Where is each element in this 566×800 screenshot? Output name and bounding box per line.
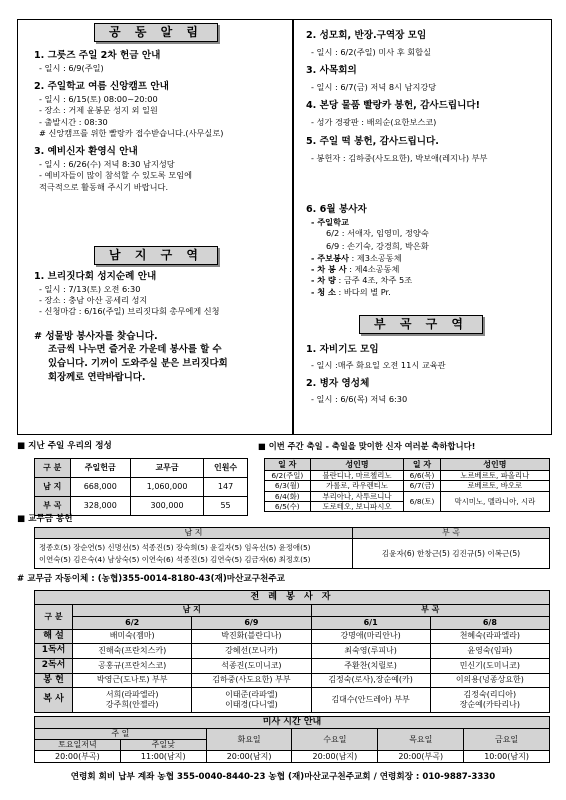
feast-header: 성인명 [310, 459, 404, 471]
mass-time: 20:00(남지) [206, 751, 292, 763]
notice-line: - 장소 : 거제 윤봉문 성지 외 일원 [39, 105, 158, 116]
liturgy-cell: 이의용(넝종상요한) [430, 673, 549, 688]
volunteer-role-name: - 차 봉 사 [311, 264, 347, 275]
bugok-section [306, 336, 548, 404]
mass-time: 20:00(부곡) [378, 751, 464, 763]
feast-header: 일 자 [404, 459, 440, 471]
mass-table [34, 716, 550, 763]
mass-fri: 금요일 [464, 729, 550, 751]
feast-header: 일 자 [265, 459, 311, 471]
mass-time: 11:00(남지) [120, 751, 206, 763]
right-item-title: 2. 성모회, 반장.구역장 모임 [306, 30, 427, 41]
dues-namji-header: 남 지 [35, 528, 353, 539]
volunteer-role-row [306, 264, 548, 274]
namji-notice-line: 조금씩 나누면 즐거운 가운데 봉사를 할 수 [48, 343, 222, 355]
volunteer-role-value: : 바다의 별 Pr. [335, 286, 391, 297]
namji-section-title: 남 지 구 역 [94, 246, 218, 265]
liturgy-cell: 윤영숙(임파) [430, 644, 549, 659]
right-item-line: - 일시 : 6/7(금) 저녁 8시 남지강당 [311, 82, 437, 93]
feast-table [264, 458, 550, 512]
volunteer-section [306, 196, 548, 297]
namji-notice-title: # 성물방 봉사자를 찾습니다. [34, 330, 158, 342]
liturgy-cell: 1독서 [35, 644, 73, 659]
liturgy-cell: 해 설 [35, 629, 73, 644]
notice-title: 1. 그릇즈 주일 2차 헌금 안내 [34, 50, 161, 61]
liturgy-bugok: 부 곡 [311, 604, 550, 616]
feast-cell: 노르베르토, 파올리나 [440, 471, 549, 481]
feast-cell: 막시미노, 멜라니아, 시라 [440, 491, 549, 512]
namji-section [34, 267, 289, 385]
finance-title: ■ 지난 주일 우리의 정성 [17, 441, 112, 451]
finance-header: 교무금 [130, 459, 203, 478]
mass-sunday-header: 주 일 [35, 729, 207, 740]
liturgy-cell: 봉 헌 [35, 673, 73, 688]
namji-item-title: 1. 브리짓다회 성지순례 안내 [34, 271, 157, 282]
liturgy-cell: 민신기(도미니코) [430, 658, 549, 673]
school-line: 6/9 : 손기숙, 강경희, 박은화 [326, 240, 429, 251]
dues-bugok-cell: 김윤자(6) 한창근(5) 김진규(5) 이복근(5) [353, 539, 550, 569]
notice-line: - 일시 : 6/15(토) 08:00~20:00 [39, 94, 158, 105]
dues-title: ■ 교무금 봉헌 [17, 514, 73, 524]
liturgy-cell: 이태준(라파엘) 이태경(다니엘) [192, 688, 311, 713]
footer-account: 연령회 회비 납부 계좌 농협 355-0040-8440-23 농협 (재)마산교구천주교회 / 연령회장 : 010-9887-3330 [70, 772, 496, 782]
right-item-title: 3. 사목회의 [306, 65, 357, 77]
liturgy-cell: 박영근(도나토) 부부 [73, 673, 192, 688]
bugok-item-line: - 일시 :매주 화요일 오전 11시 교육관 [311, 359, 446, 370]
liturgy-title: 전 례 봉 사 자 [35, 591, 550, 605]
right-notices [306, 26, 548, 163]
liturgy-cell: 석종진(도미니코) [192, 658, 311, 673]
liturgy-cell: 공홍규(프란치스코) [73, 658, 192, 673]
auto-transfer: # 교무금 자동이체 : (농협)355-0014-8180-43(재)마산교구천주교 [17, 574, 285, 584]
volunteer-role-value: : 제4소공동체 [346, 264, 400, 275]
right-item-line: - 일시 : 6/2(주일) 미사 후 회합실 [311, 46, 431, 57]
liturgy-cell: 2독서 [35, 658, 73, 673]
feast-cell: 가롤로, 라우렌티노 [310, 481, 404, 491]
common-notices [34, 42, 289, 192]
finance-cell: 부 곡 [35, 497, 71, 516]
namji-notice-line: 회장께로 연락바랍니다. [48, 371, 146, 383]
liturgy-cell: 김정숙(로사),장순예(카) [311, 673, 430, 688]
liturgy-cell: 천혜숙(라파엘라) [430, 629, 549, 644]
right-item-line: - 성가 경광판 : 배의순(요한보스코) [311, 117, 437, 128]
liturgy-cell: 김정숙(리디아) 장순예(카타리나) [430, 688, 549, 713]
volunteer-role-name: - 차 량 [311, 275, 336, 286]
liturgy-cell: 강혜선(모니카) [192, 644, 311, 659]
mass-sat: 토요일저녁 [35, 740, 121, 751]
mass-time: 10:00(남지) [464, 751, 550, 763]
feast-cell: 부리아나, 사투르니나 [310, 491, 404, 501]
liturgy-cell: 박진화(블란디나) [192, 629, 311, 644]
mass-thu: 목요일 [378, 729, 464, 751]
finance-header: 주일헌금 [70, 459, 130, 478]
dues-namji-line-1: 정종호(5) 장순연(5) 신명선(5) 석종진(5) 장숙희(5) 윤길자(5) 임옥선(5) 윤정애(5) [39, 542, 311, 552]
feast-cell: 6/5(수) [265, 501, 311, 511]
bugok-item-title: 1. 자비기도 모임 [306, 344, 379, 355]
liturgy-date: 6/9 [192, 617, 311, 629]
feast-header: 성인명 [440, 459, 549, 471]
liturgy-cell: 김하중(사도요한) 부부 [192, 673, 311, 688]
feast-cell: 6/8(토) [404, 491, 440, 512]
school-line: 6/2 : 서애자, 임영미, 정양숙 [326, 228, 429, 239]
notice-line: - 출발시간 : 08:30 [39, 116, 108, 127]
finance-cell: 1,060,000 [130, 478, 203, 497]
volunteer-role-value: : 금주 4조, 차주 5조 [335, 275, 413, 286]
notice-line: 적극적으로 활동해 주시기 바랍니다. [39, 181, 169, 192]
mass-wed: 수요일 [292, 729, 378, 751]
finance-cell: 328,000 [70, 497, 130, 516]
namji-line: - 일시 : 7/13(토) 오전 6:30 [39, 283, 141, 294]
liturgy-cell: 서희(라파엘라) 강주희(안젤라) [73, 688, 192, 713]
feast-cell: 6/6(목) [404, 471, 440, 481]
liturgy-date: 6/8 [430, 617, 549, 629]
bugok-item-line: - 일시 : 6/6(목) 저녁 6:30 [311, 394, 408, 405]
right-item-title: 5. 주일 떡 봉헌, 감사드립니다. [306, 135, 439, 147]
liturgy-cell: 주환찬(치릴로) [311, 658, 430, 673]
right-item-line: - 봉헌자 : 김하중(사도요한), 박보애(레지나) 부부 [311, 152, 488, 163]
feast-title: ■ 이번 주간 축일 - 축일을 맞이한 신자 여러분 축하합니다! [258, 441, 476, 451]
feast-cell: 로베르토, 바오로 [440, 481, 549, 491]
dues-namji-line-2: 이연숙(5) 김은숙(4) 남상숙(5) 이연숙(6) 석종진(5) 김연숙(5) 김금자(6) 최정호(5) [39, 554, 311, 564]
volunteer-sub: - 주일학교 [311, 216, 349, 227]
volunteer-role-row [306, 287, 548, 297]
liturgy-date: 6/2 [73, 617, 192, 629]
feast-cell: 6/2(주일) [265, 471, 311, 481]
finance-header: 인원수 [204, 459, 248, 478]
finance-cell: 55 [204, 497, 248, 516]
liturgy-cell: 최숙영(루피나) [311, 644, 430, 659]
liturgy-cell: 강명애(마리안나) [311, 629, 430, 644]
feast-cell: 블란디나, 마르첼리노 [310, 471, 404, 481]
volunteer-role-row [306, 253, 548, 263]
liturgy-gubun: 구 분 [35, 604, 73, 629]
liturgy-cell: 진해숙(프란치스카) [73, 644, 192, 659]
finance-cell: 668,000 [70, 478, 130, 497]
notice-line: - 예비자들이 많이 참석할 수 있도록 모임에 [39, 170, 193, 181]
finance-cell: 남 지 [35, 478, 71, 497]
finance-cell: 147 [204, 478, 248, 497]
namji-line: - 장소 : 충남 아산 공세리 성지 [39, 295, 148, 306]
liturgy-date: 6/1 [311, 617, 430, 629]
mass-tue: 화요일 [206, 729, 292, 751]
notice-line: - 일시 : 6/9(주일) [39, 62, 104, 73]
bugok-item-title: 2. 병자 영성체 [306, 378, 370, 390]
liturgy-cell: 김대수(안드레아) 부부 [311, 688, 430, 713]
notice-line: - 일시 : 6/26(수) 저녁 8:30 남지성당 [39, 159, 175, 170]
bugok-section-title: 부 곡 구 역 [359, 315, 483, 334]
liturgy-table [34, 590, 550, 713]
common-notice-title: 공 동 알 림 [94, 23, 218, 42]
liturgy-namji: 남 지 [73, 604, 311, 616]
liturgy-cell: 복 사 [35, 688, 73, 713]
feast-cell: 6/7(금) [404, 481, 440, 491]
liturgy-cell: 배미숙(젬마) [73, 629, 192, 644]
mass-sunday: 주일낮 [120, 740, 206, 751]
dues-bugok-header: 부 곡 [353, 528, 550, 539]
volunteer-role-value: : 제3소공동체 [348, 252, 402, 263]
mass-time: 20:00(남지) [292, 751, 378, 763]
feast-cell: 도로테오, 보니파시오 [310, 501, 404, 511]
finance-table [34, 458, 248, 516]
notice-title: 2. 주일학교 여름 신앙캠프 안내 [34, 81, 169, 93]
namji-line: - 신청마감 : 6/16(주일) 브리짓다회 총무에게 신청 [39, 306, 220, 317]
feast-cell: 6/4(화) [265, 491, 311, 501]
dues-table [34, 527, 550, 569]
mass-title: 미사 시간 안내 [35, 717, 550, 729]
dues-namji-cell [35, 539, 353, 569]
notice-line: # 신앙캠프를 위한 빨랑카 접수받습니다.(사무실로) [39, 127, 224, 138]
right-item-title: 4. 본당 물품 빨랑카 봉헌, 감사드립니다! [306, 100, 481, 112]
notice-title: 3. 예비신자 환영식 안내 [34, 146, 138, 158]
finance-header: 구 분 [35, 459, 71, 478]
volunteer-role-name: - 주보봉사 [311, 252, 349, 263]
finance-cell: 300,000 [130, 497, 203, 516]
volunteer-role-row [306, 275, 548, 285]
volunteer-role-name: - 청 소 [311, 286, 336, 297]
namji-notice-line: 있습니다. 기꺼이 도와주실 분은 브리짓다회 [48, 357, 228, 369]
feast-cell: 6/3(월) [265, 481, 311, 491]
volunteer-title: 6. 6월 봉사자 [306, 204, 367, 215]
mass-time: 20:00(부곡) [35, 751, 121, 763]
